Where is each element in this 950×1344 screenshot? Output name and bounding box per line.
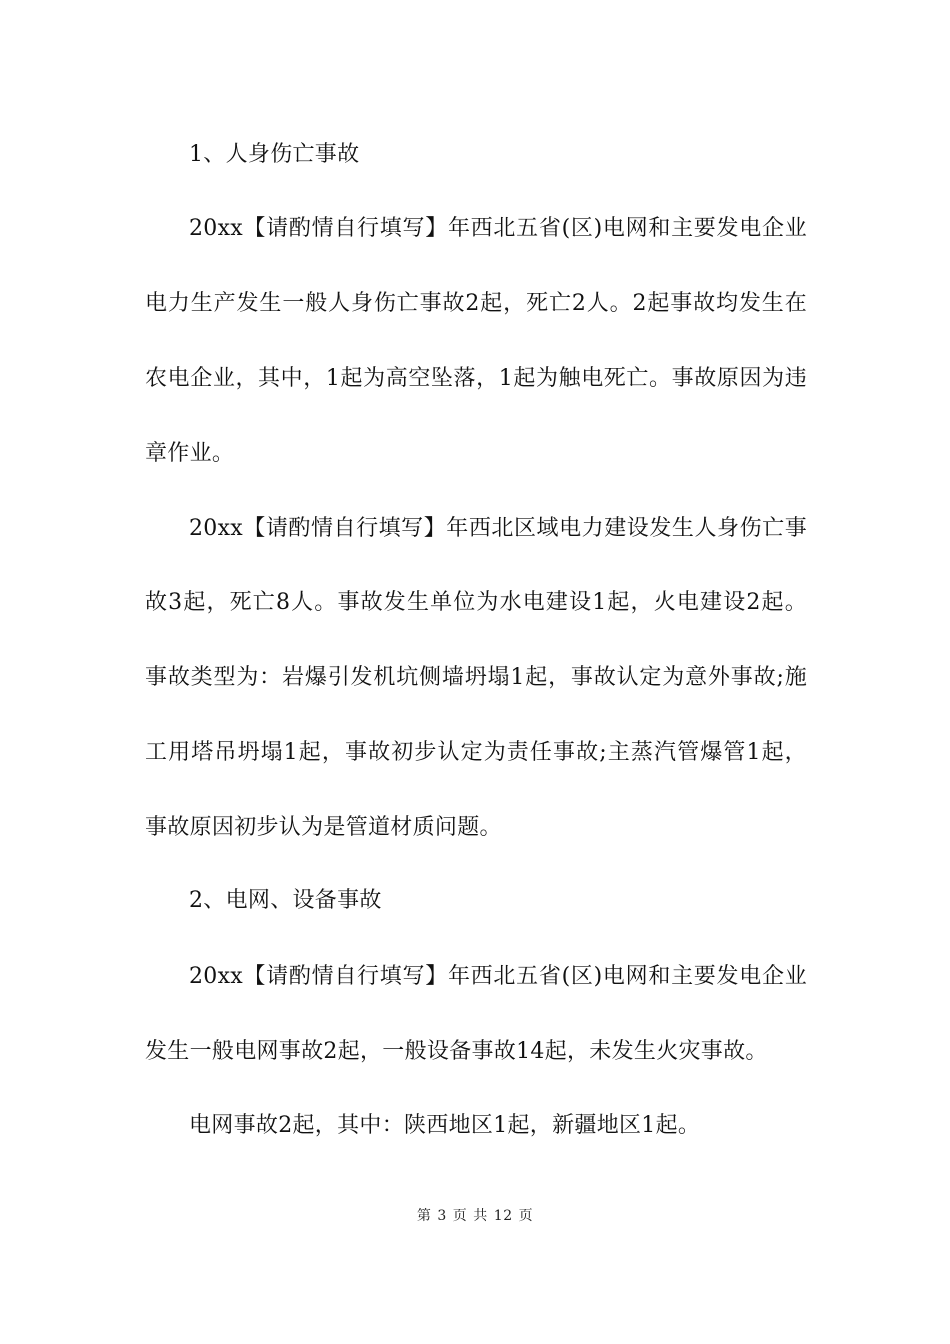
paragraph-line: 20xx【请酌情自行填写】年西北区域电力建设发生人身伤亡事: [189, 516, 807, 541]
footer-page-number: 3: [437, 1208, 447, 1224]
page-footer: [0, 1206, 950, 1226]
paragraph-line: 农电企业，其中，1起为高空坠落，1起为触电死亡。事故原因为违: [145, 366, 807, 391]
paragraph-line: 事故原因初步认为是管道材质问题。: [145, 815, 502, 840]
footer-prefix: 第: [416, 1208, 432, 1224]
paragraph-line: 20xx【请酌情自行填写】年西北五省(区)电网和主要发电企业: [189, 964, 807, 989]
paragraph-line: 事故类型为：岩爆引发机坑侧墙坍塌1起，事故认定为意外事故;施: [145, 665, 807, 690]
footer-middle2: 共: [473, 1208, 488, 1224]
paragraph-line: 章作业。: [145, 441, 235, 466]
paragraph-line: 20xx【请酌情自行填写】年西北五省(区)电网和主要发电企业: [189, 216, 807, 241]
heading-personal-injury: 1、人身伤亡事故: [189, 142, 360, 167]
paragraph-line: 电力生产发生一般人身伤亡事故2起，死亡2人。2起事故均发生在: [145, 291, 807, 316]
footer-total-pages: 12: [493, 1208, 513, 1224]
paragraph-line: 电网事故2起，其中：陕西地区1起，新疆地区1起。: [189, 1113, 701, 1138]
heading-grid-equipment: 2、电网、设备事故: [189, 888, 382, 913]
footer-middle1: 页: [452, 1208, 468, 1224]
paragraph-line: 工用塔吊坍塌1起，事故初步认定为责任事故;主蒸汽管爆管1起，: [145, 740, 807, 765]
footer-suffix: 页: [518, 1208, 534, 1224]
paragraph-line: 发生一般电网事故2起，一般设备事故14起，未发生火灾事故。: [145, 1039, 768, 1064]
paragraph-line: 故3起，死亡8人。事故发生单位为水电建设1起，火电建设2起。: [145, 590, 807, 615]
